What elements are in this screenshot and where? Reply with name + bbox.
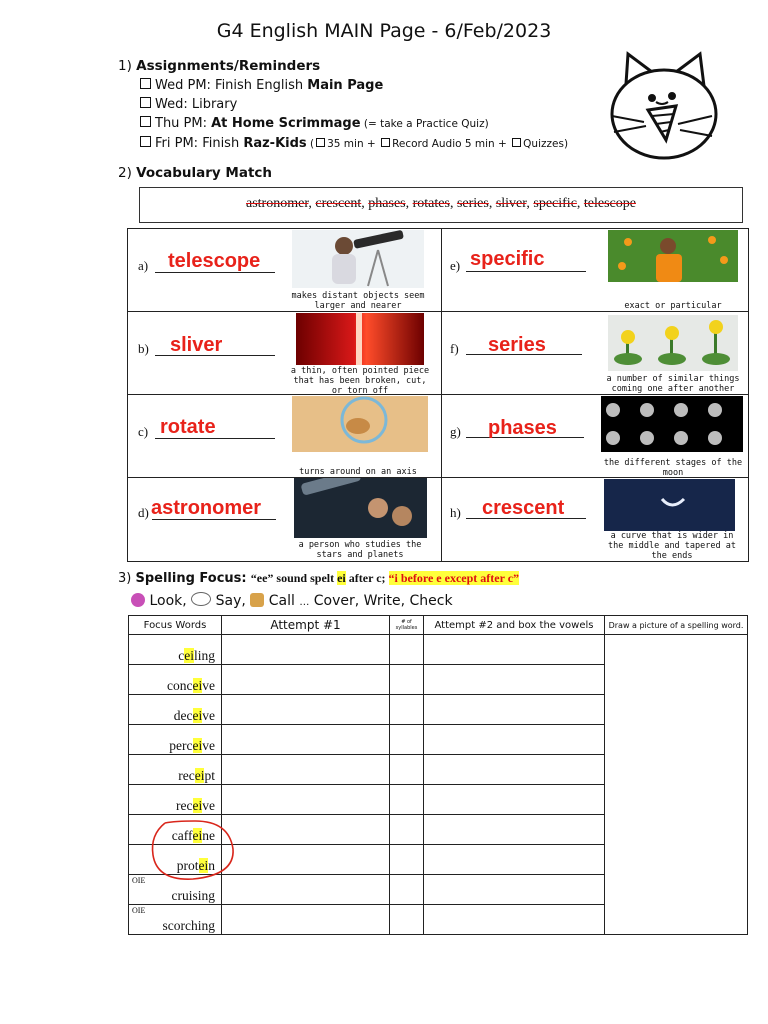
vocab-letter: e) [450,258,461,273]
word-bank-word: sliver [495,196,527,211]
telescope-photo [292,230,424,288]
col-header: Focus Words [129,616,222,635]
syllables-cell[interactable] [390,905,424,935]
word-bank-word: astronomer [246,196,309,211]
vocab-caption: turns around on an axis [299,467,417,477]
checkbox-icon [140,97,151,108]
moon-phases-photo [601,396,743,452]
vocab-letter: f) [450,341,459,356]
spelling-table [128,615,748,935]
vocab-caption: a curve that is wider in the middle and tapered at the ends [608,531,736,561]
word-bank-word: specific [533,196,577,211]
syllables-cell[interactable] [390,695,424,725]
handwritten-answer: rotate [160,416,216,438]
col-header: Attempt #1 [222,616,390,635]
syllables-cell[interactable] [390,815,424,845]
word-bank-word: telescope [583,196,636,211]
vocab-letter: b) [138,341,149,356]
hamster-wheel-illustration [292,396,428,452]
word-bank-word: series [456,196,489,211]
word-bank-word: phases [368,196,406,211]
cat-face-icon [604,50,722,162]
focus-word: conceive [129,665,222,695]
reminder-item: Wed: Library [140,95,568,114]
col-header: Draw a picture of a spelling word. [605,616,748,635]
crescent-moon-illustration [604,479,735,531]
sliver-illustration [296,313,424,365]
syllables-cell[interactable] [390,845,424,875]
drawing-cell[interactable] [605,635,748,935]
specific-photo [608,230,738,282]
checkbox-icon [316,138,325,147]
attempt2-cell[interactable] [424,635,605,665]
attempt1-cell[interactable] [222,695,390,725]
attempt1-cell[interactable] [222,875,390,905]
handwritten-answer: telescope [168,250,261,272]
attempt2-cell[interactable] [424,665,605,695]
sliver-photo [296,313,424,365]
vocab-letter: g) [450,424,461,439]
flowers-photo [608,315,738,371]
attempt1-cell[interactable] [222,815,390,845]
handwritten-answer: crescent [482,497,565,519]
focus-word: protein [129,845,222,875]
handwritten-answer: series [488,334,546,356]
attempt2-cell[interactable] [424,845,605,875]
vocab-letter: a) [138,258,149,273]
checkbox-icon [512,138,521,147]
handwritten-answer: astronomer [151,497,262,519]
checkbox-icon [381,138,390,147]
speech-bubble-icon [191,592,211,606]
syllables-cell[interactable] [390,725,424,755]
focus-word: OIE cruising [129,875,222,905]
attempt2-cell[interactable] [424,695,605,725]
hamster-wheel-photo [292,396,428,452]
syllables-cell[interactable] [390,665,424,695]
red-circle-annotation [145,815,240,885]
attempt2-cell[interactable] [424,755,605,785]
attempt1-cell[interactable] [222,665,390,695]
attempt1-cell[interactable] [222,725,390,755]
crescent-moon-photo [604,479,735,531]
checkbox-icon [140,78,151,89]
attempt2-cell[interactable] [424,815,605,845]
handwritten-answer: specific [470,248,545,270]
checkbox-icon [140,116,151,127]
vocab-caption: makes distant objects seem larger and nearer [291,291,425,311]
focus-word: receive [129,785,222,815]
syllables-cell[interactable] [390,755,424,785]
handwritten-answer: sliver [170,334,223,356]
syllables-cell[interactable] [390,875,424,905]
telescope-illustration [292,230,424,288]
attempt2-cell[interactable] [424,785,605,815]
astronomer-illustration [294,478,427,538]
vocab-caption: a thin, often pointed piece that has been broken, cut, or torn off [290,366,430,396]
attempt1-cell[interactable] [222,785,390,815]
page-title: G4 English MAIN Page - 6/Feb/2023 [216,20,552,42]
owl-icon [131,593,145,607]
vocab-caption: a person who studies the stars and planets [298,540,422,560]
study-steps: Look, Say, Call … Cover, Write, Check [131,592,453,609]
orange-tree-illustration [608,230,738,282]
vocab-caption: exact or particular [624,301,722,311]
caller-icon [250,593,264,607]
spelling-heading: 3) Spelling Focus: “ee” sound spelt ei after c; “i before e except after c” [118,571,520,586]
vocab-caption: a number of similar things coming one after another [606,374,740,394]
attempt2-cell[interactable] [424,725,605,755]
focus-word: deceive [129,695,222,725]
attempt1-cell[interactable] [222,755,390,785]
word-bank-word: crescent [315,196,362,211]
reminders-list [140,76,568,154]
reminder-item: Thu PM: At Home Scrimmage (= take a Practice Quiz) [140,114,568,134]
focus-word: ceiling [129,635,222,665]
handwritten-answer: phases [488,417,557,439]
vocab-caption: the different stages of the moon [603,458,743,478]
vocabulary-heading: 2) Vocabulary Match [118,165,273,181]
grid-divider [441,228,442,562]
reminder-item: Wed PM: Finish English Main Page [140,76,568,95]
flowers-illustration [608,315,738,371]
grid-divider [127,311,749,312]
word-bank: astronomer, crescent, phases, rotates, series, sliver, specific, telescope [139,187,743,223]
vocab-letter: d) [138,505,149,520]
checkbox-icon [140,136,151,147]
focus-word: caffeine [129,815,222,845]
focus-word: receipt [129,755,222,785]
attempt2-cell[interactable] [424,905,605,935]
answer-blank [466,271,586,272]
col-header: Attempt #2 and box the vowels [424,616,605,635]
focus-word: OIE scorching [129,905,222,935]
attempt2-cell[interactable] [424,875,605,905]
moon-phases-illustration [601,396,743,452]
astronomer-photo [294,478,427,538]
word-bank-word: rotates [412,196,450,211]
attempt1-cell[interactable] [222,905,390,935]
syllables-cell[interactable] [390,635,424,665]
focus-word: perceive [129,725,222,755]
attempt1-cell[interactable] [222,635,390,665]
attempt1-cell[interactable] [222,845,390,875]
col-header: # of syllables [390,616,424,635]
assignments-heading: 1) Assignments/Reminders [118,58,321,74]
reminder-item: Fri PM: Finish Raz-Kids ( 35 min + Record Audio 5 min + Quizzes) [140,134,568,154]
grid-divider [127,394,749,395]
vocab-letter: c) [138,424,149,439]
vocab-letter: h) [450,505,461,520]
syllables-cell[interactable] [390,785,424,815]
